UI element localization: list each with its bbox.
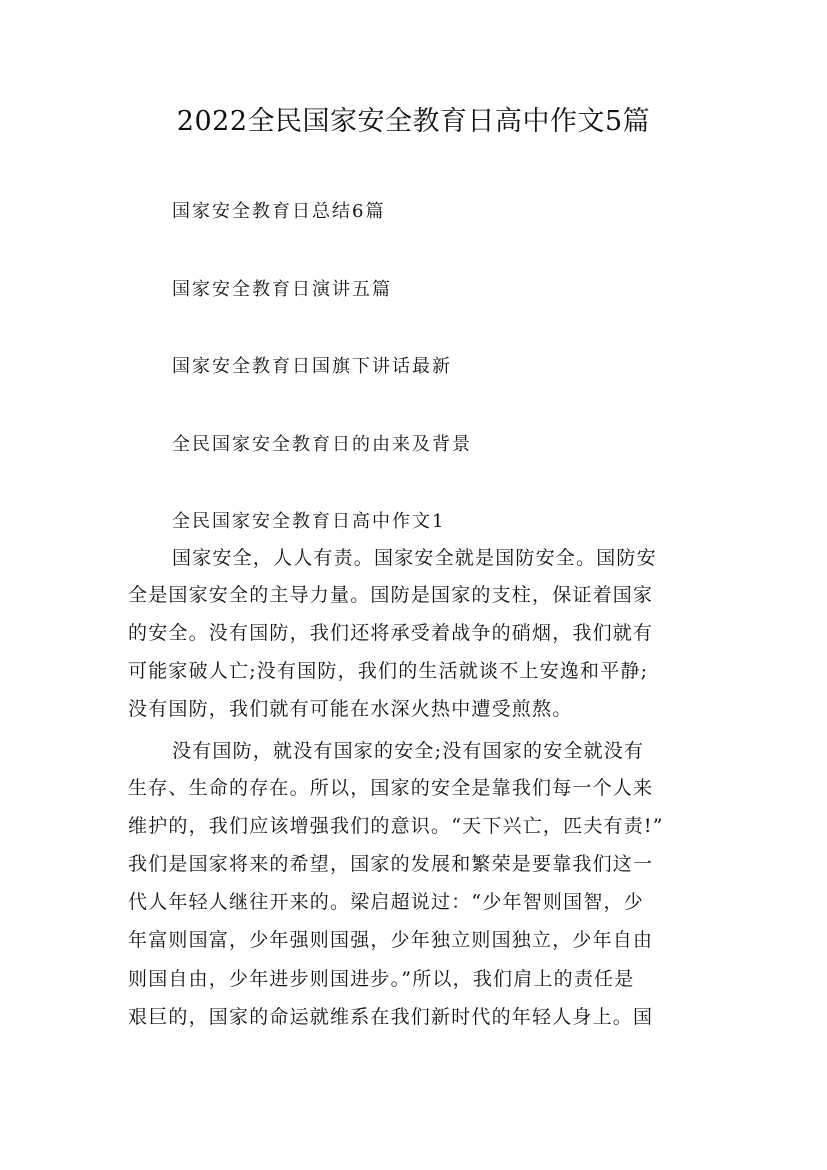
body-line: 维护的，我们应该增强我们的意识。“天下兴亡，匹夫有责!” — [128, 815, 664, 837]
body-line: 国家安全，人人有责。国家安全就是国防安全。国防安 — [172, 547, 657, 569]
section-heading: 全民国家安全教育日高中作文1 — [172, 511, 446, 532]
related-link-summary[interactable]: 国家安全教育日总结6篇 — [172, 201, 386, 222]
body-line: 全是国家安全的主导力量。国防是国家的支柱，保证着国家 — [128, 584, 654, 606]
related-link-speech[interactable]: 国家安全教育日演讲五篇 — [172, 279, 392, 300]
body-line: 没有国防，就没有国家的安全;没有国家的安全就没有 — [172, 740, 645, 762]
related-link-flag-speech[interactable]: 国家安全教育日国旗下讲话最新 — [172, 356, 452, 377]
related-link-origin[interactable]: 全民国家安全教育日的由来及背景 — [172, 434, 472, 455]
body-line: 可能家破人亡;没有国防，我们的生活就谈不上安逸和平静; — [128, 660, 649, 682]
body-line: 的安全。没有国防，我们还将承受着战争的硝烟，我们就有 — [128, 622, 654, 644]
body-line: 我们是国家将来的希望，国家的发展和繁荣是要靠我们这一 — [128, 853, 654, 875]
body-line: 没有国防，我们就有可能在水深火热中遭受煎熬。 — [128, 698, 573, 720]
body-line: 艰巨的，国家的命运就维系在我们新时代的年轻人身上。国 — [128, 1006, 654, 1028]
body-line: 则国自由，少年进步则国进步。”所以，我们肩上的责任是 — [128, 968, 635, 990]
document-title: 2022全民国家安全教育日高中作文5篇 — [176, 106, 651, 137]
body-line: 代人年轻人继往开来的。梁启超说过：“少年智则国智，少 — [128, 891, 644, 913]
body-line: 年富则国富，少年强则国强，少年独立则国独立，少年自由 — [128, 929, 654, 951]
body-line: 生存、生命的存在。所以，国家的安全是靠我们每一个人来 — [128, 777, 654, 799]
